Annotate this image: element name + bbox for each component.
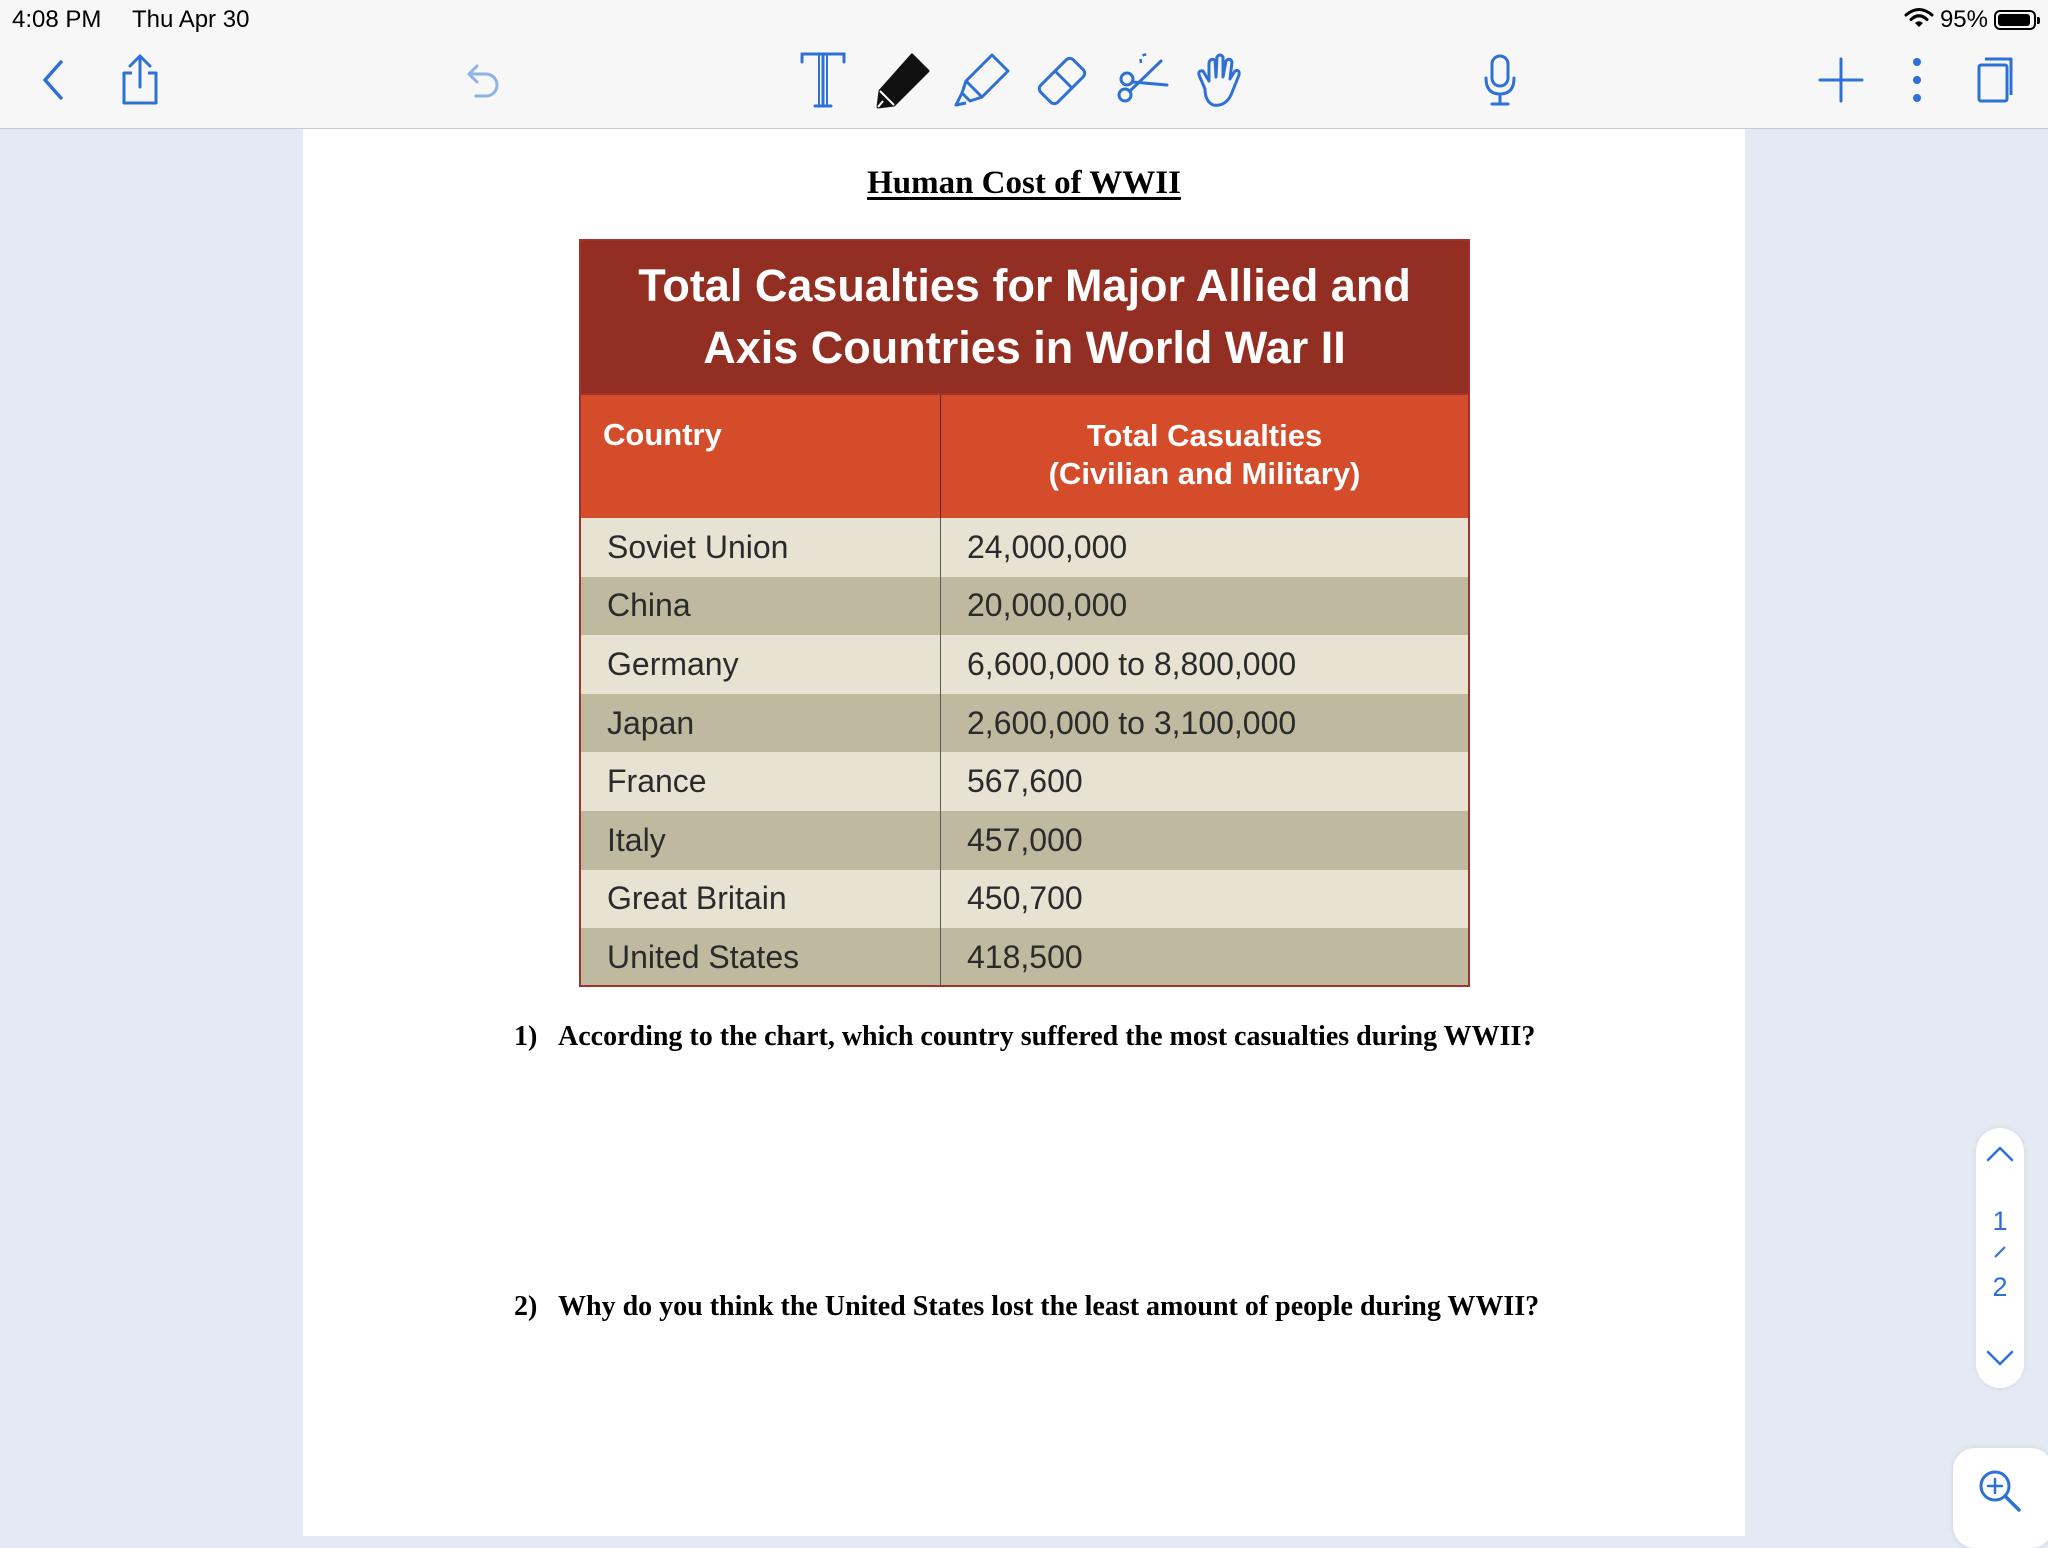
battery-percent: 95% [1939,6,1988,33]
question-2 [514,1291,1539,1323]
back-icon[interactable] [22,48,86,112]
table-row [581,752,1468,811]
table-row [581,928,1468,987]
question-1-number: 1) [514,1021,538,1052]
undo-icon[interactable] [450,48,514,112]
cell-casualties: 567,600 [967,763,1083,800]
page-separator [1992,1244,2008,1265]
page-down-icon[interactable] [1985,1348,2015,1373]
table-row [581,811,1468,870]
table-row [581,694,1468,753]
table-row [581,635,1468,694]
table-title [581,241,1468,393]
add-icon[interactable] [1809,48,1873,112]
table-row [581,870,1468,929]
page-title-text: Human Cost of WWII [867,165,1181,201]
table-row [581,577,1468,636]
question-2-number: 2) [514,1291,538,1322]
cell-country: Soviet Union [581,518,941,577]
page-title [303,165,1745,202]
cell-casualties: 20,000,000 [967,587,1128,624]
status-bar [0,0,2048,38]
cell-country: France [581,752,941,811]
header-casualties-line1: Total Casualties [1086,418,1323,453]
table-header [581,393,1468,518]
question-1-text: According to the chart, which country suffered the most casualties during WWII? [558,1021,1536,1052]
status-date: Thu Apr 30 [132,6,250,33]
total-pages: 2 [1992,1272,2008,1302]
pen-icon[interactable] [871,48,935,112]
more-icon[interactable] [1885,48,1949,112]
cell-country: Italy [581,811,941,870]
toolbar [0,38,2048,129]
lasso-scissors-icon[interactable] [1110,48,1174,112]
cell-casualties: 457,000 [967,821,1083,858]
header-country: Country [581,395,941,518]
cell-country: Germany [581,635,941,694]
page-up-icon[interactable] [1985,1144,2015,1169]
pages-icon[interactable] [1963,48,2027,112]
table-title-line2: Axis Countries in World War II [703,322,1346,373]
cell-casualties: 6,600,000 to 8,800,000 [967,645,1297,682]
cell-country: United States [581,928,941,987]
cell-country: China [581,577,941,636]
table-row [581,518,1468,577]
cell-casualties: 418,500 [967,938,1083,975]
cell-casualties: 450,700 [967,880,1083,917]
cell-country: Great Britain [581,870,941,929]
zoom-button[interactable] [1953,1448,2048,1548]
highlighter-icon[interactable] [951,48,1015,112]
microphone-icon[interactable] [1468,48,1532,112]
header-casualties-line2: (Civilian and Military) [1048,456,1361,491]
hand-icon[interactable] [1188,48,1252,112]
question-1 [514,1021,1535,1053]
header-casualties [941,395,1468,518]
share-icon[interactable] [108,48,172,112]
zoom-in-icon [1977,1468,2023,1519]
table-title-line1: Total Casualties for Major Allied and [638,260,1411,311]
cell-country: Japan [581,694,941,753]
question-2-text: Why do you think the United States lost the least amount of people during WWII? [558,1291,1540,1322]
eraser-icon[interactable] [1030,48,1094,112]
casualties-table [579,239,1470,987]
cell-casualties: 2,600,000 to 3,100,000 [967,704,1297,741]
status-right [1904,6,2036,34]
current-page: 1 [1992,1206,2008,1236]
text-tool-icon[interactable] [791,48,855,112]
status-time: 4:08 PM [12,6,102,33]
wifi-icon [1904,7,1934,34]
page-navigator [1976,1128,2024,1388]
cell-casualties: 24,000,000 [967,528,1128,565]
battery-icon [1994,10,2036,30]
